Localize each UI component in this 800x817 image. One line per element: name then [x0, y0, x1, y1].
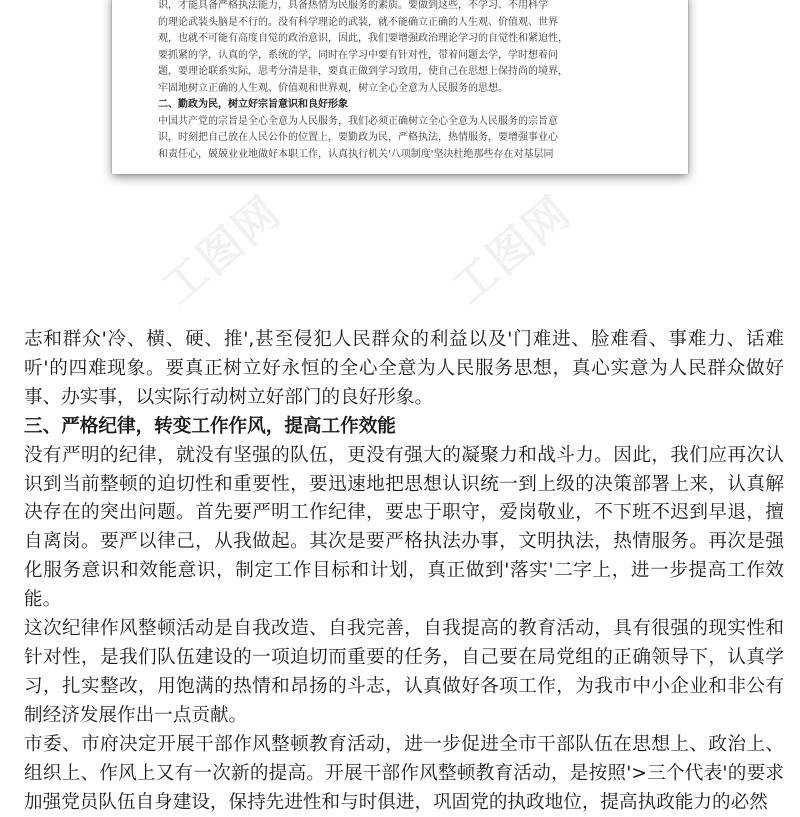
section-heading: 三、严格纪律，转变工作作风，提高工作效能 — [24, 415, 396, 437]
preview-line: 牢固地树立正确的人生观、价值观和世界观，树立全心全意为人民服务的思想。 — [158, 82, 508, 94]
watermark: 工图网 — [442, 186, 582, 315]
paragraph: 这次纪律作风整顿活动是自我改造、自我完善，自我提高的教育活动，具有很强的现实性和针对性，是我们队伍建设的一项迫切而重要的任务，自己要在局党组的正确领导下，认真学习，扎实整改，用饱满的热情和昂扬的斗志，认真做好各项工作，为我市中小企业和非公有制经济发展作出一点贡献。 — [24, 618, 784, 726]
document-body — [24, 326, 784, 817]
preview-line: 观，也就不可能有高度自觉的政治意识，因此，我们要增强政治理论学习的自觉性和紧迫性， — [158, 33, 568, 44]
preview-line: 题，要理论联系实际，思考分清是非，要真正做到学习致用，使自己在思想上保持尚的境界， — [158, 66, 568, 77]
document-preview-card — [112, 0, 688, 174]
preview-subheading: 二、勤政为民，树立好宗旨意识和良好形象 — [158, 99, 348, 110]
preview-line: 的理论武装头脑是不行的。没有科学理论的武装，就不能确立正确的人生观、价值观、世界 — [158, 16, 558, 28]
preview-line: 识，才能具备严格执法能力，具备热情为民服务的素质。要做到这些，不学习、不用科学 — [158, 0, 548, 11]
paragraph: 市委、市府决定开展干部作风整顿教育活动，进一步促进全市干部队伍在思想上、政治上、组织上、作风上又有一次新的提高。开展干部作风整顿教育活动，是按照'>三个代表'的要求加强党员队伍自身建设，保持先进性和与时俱进，巩固党的执政地位，提高执政能力的必然 — [24, 733, 784, 813]
paragraph: 没有严明的纪律，就没有坚强的队伍，更没有强大的凝聚力和战斗力。因此，我们应再次认识到当前整顿的迫切性和重要性，要迅速地把思想认识统一到上级的决策部署上来，认真解决存在的突出问题。首先要严明工作纪律，要忠于职守，爱岗敬业，不下班不迟到早退，擅自离岗。要严以律己，从我做起。其次是要严格执法办事，文明执法，热情服务。再次是强化服务意识和效能意识，制定工作目标和计划，真正做到'落实'二字上，进一步提高工作效能。 — [24, 444, 784, 611]
preview-area — [0, 0, 800, 315]
preview-line: 中国共产党的宗旨是全心全意为人民服务，我们必须正确树立全心全意为人民服务的宗旨意 — [158, 115, 558, 127]
preview-text — [158, 0, 658, 163]
paragraph: 志和群众'冷、横、硬、推',甚至侵犯人民群众的利益以及'门难进、脸难看、事难力、话难听'的四难现象。要真正树立好永恒的全心全意为人民服务思想，真心实意为人民群众做好事、办实事，以实际行动树立好部门的良好形象。 — [24, 329, 784, 408]
preview-line: 和责任心，兢兢业业地做好本职工作，认真执行机关'八项制度'坚决杜绝那些存在对基层同 — [158, 148, 554, 160]
preview-line: 识，时刻把自己放在人民公仆的位置上，要勤政为民，严格执法，热情服务，要增强事业心 — [158, 132, 558, 143]
watermark: 工图网 — [152, 186, 292, 315]
preview-line: 要抓紧的学，认真的学，系统的学，同时在学习中要有针对性，带着问题去学，学时想着问 — [158, 49, 558, 61]
